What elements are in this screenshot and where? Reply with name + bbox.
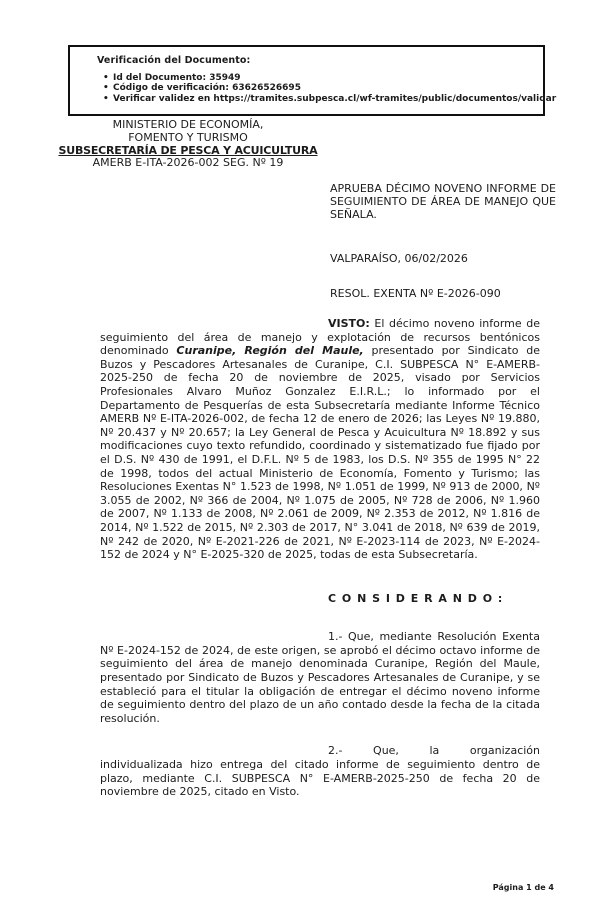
verification-item-document-id: • Id del Documento: 35949 [103, 73, 543, 83]
file-reference: AMERB E-ITA-2026-002 SEG. Nº 19 [92, 156, 284, 170]
considerando-paragraph-1: 1.- Que, mediante Resolución Exenta Nº E-2024-152 de 2024, de este origen, se aprobó el décimo octavo informe de seguimiento del área de manejo denominada Curanipe, Región del Maule, presentado por Sindicato de Buzos y Pescadores Artesanales de Curanipe, y se estableció para el titular la obligación de entregar el décimo noveno informe de seguimiento dentro del plazo de un año contado desde la fecha de la citada resolución. [100, 630, 540, 725]
ministry-name-line1: MINISTERIO DE ECONOMÍA, [112, 118, 264, 131]
ministry-name-line2: FOMENTO Y TURISMO [128, 130, 248, 144]
verification-item-code: • Código de verificación: 63626526695 [103, 83, 543, 93]
visto-text-before: El décimo noveno informe de seguimiento del área de manejo y explotación de recursos bentónicos denominado [100, 317, 540, 358]
verification-title: Verificación del Documento: [97, 55, 251, 66]
verification-item-url: • Verificar validez en https://tramites.subpesca.cl/wf-tramites/public/documentos/validar [103, 94, 543, 104]
visto-text-after: presentado por Sindicato de Buzos y Pescadores Artesanales de Curanipe, C.I. SUBPESCA N° E-AMERB-2025-250 de fecha 20 de noviembre de 2025, visado por Servicios Profesionales Alvaro Muñoz Gonzalez E.I.R.L.; lo informado por el Departamento de Pesquerías de esta Subsecretaría mediante Informe Técnico AMERB Nº E-ITA-2026-002, de fecha 12 de enero de 2026; las Leyes Nº 19.880, Nº 20.437 y Nº 20.657; la Ley General de Pesca y Acuicultura Nº 18.892 y sus modificaciones cuyo texto refundido, coordinado y sistematizado fue fijado por el D.S. Nº 430 de 1991, el D.F.L. Nº 5 de 1983, los D.S. Nº 355 de 1995 N° 22 de 1998, todos del actual Ministerio de Economía, Fomento y Turismo; las Resoluciones Exentas N° 1.523 de 1998, Nº 1.051 de 1999, Nº 913 de 2000, Nº 3.055 de 2002, Nº 366 de 2004, Nº 1.075 de 2005, Nº 728 de 2006, Nº 1.960 de 2007, Nº 1.133 de 2008, Nº 2.061 de 2009, Nº 2.353 de 2012, Nº 1.816 de 2014, Nº 1.522 de 2015, Nº 2.303 de 2017, N° 3.041 de 2018, Nº 639 de 2019, Nº 242 de 2020, Nº E-2021-226 de 2021, Nº E-2023-114 de 2023, Nº E-2024-152 de 2024 y N° E-2025-320 de 2025, todas de esta Subsecretaría. [100, 344, 540, 562]
subsecretaria-name: SUBSECRETARÍA DE PESCA Y ACUICULTURA [58, 143, 318, 157]
visto-paragraph [100, 317, 540, 562]
resolution-number: RESOL. EXENTA Nº E-2026-090 [330, 287, 501, 300]
letterhead [38, 119, 338, 170]
resolution-title: APRUEBA DÉCIMO NOVENO INFORME DE SEGUIMIENTO DE ÁREA DE MANEJO QUE SEÑALA. [330, 182, 556, 221]
visto-label: VISTO: [328, 317, 370, 330]
verification-list [103, 73, 557, 104]
considerando-paragraph-2: 2.- Que, la organización individualizada hizo entrega del citado informe de seguimiento dentro de plazo, mediante C.I. SUBPESCA N° E-AMERB-2025-250 de fecha 20 de noviembre de 2025, citado en Visto. [100, 744, 540, 799]
verification-box [68, 45, 557, 116]
place-and-date: VALPARAÍSO, 06/02/2026 [330, 252, 468, 265]
managed-area-name: Curanipe, Región del Maule, [176, 344, 364, 358]
resolution-body [100, 317, 540, 799]
considerando-heading: C O N S I D E R A N D O : [328, 591, 504, 605]
page-number: Página 1 de 4 [492, 883, 554, 892]
